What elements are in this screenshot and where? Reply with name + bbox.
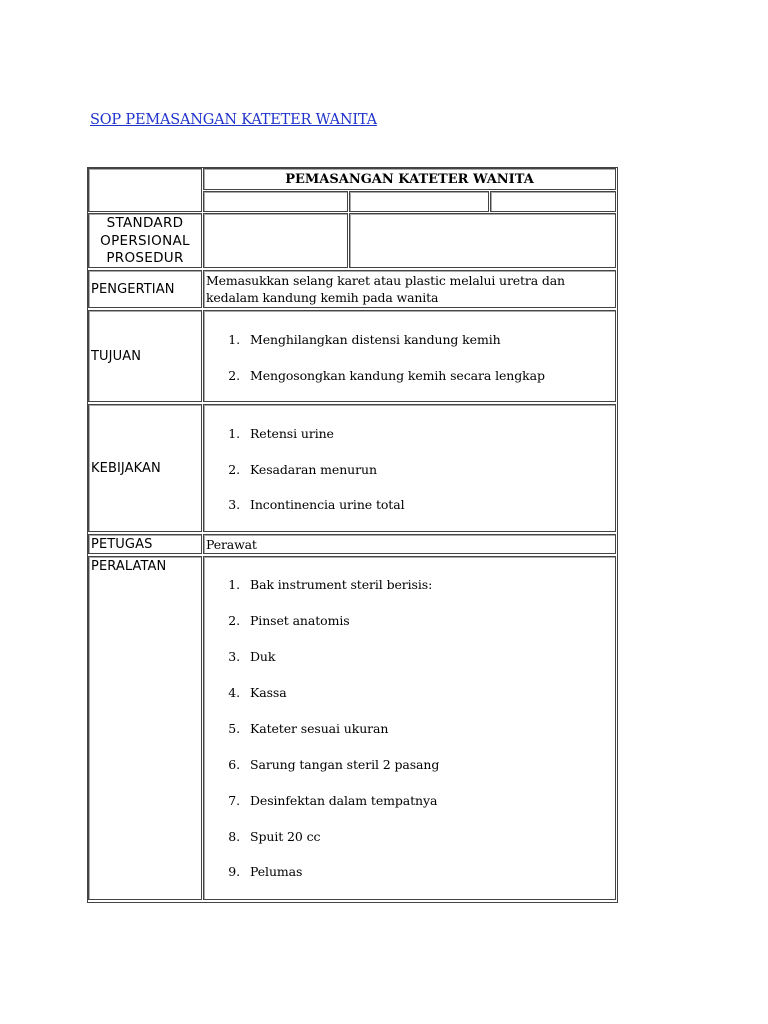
- kebijakan-cell: 1. Retensi urine 2. Kesadaran menurun 3. Incontinencia urine total: [203, 404, 616, 532]
- sop-label-line-1: STANDARD: [106, 215, 184, 232]
- petugas-label: PETUGAS: [88, 534, 202, 554]
- pengertian-label: PENGERTIAN: [88, 270, 202, 308]
- logo-cell: [88, 168, 202, 212]
- petugas-text: Perawat: [203, 534, 616, 554]
- issue-date-cell: [203, 213, 348, 268]
- page-cell: [490, 191, 616, 212]
- doc-number-cell: [203, 191, 348, 212]
- table-header: PEMASANGAN KATETER WANITA: [203, 168, 616, 190]
- kebijakan-label: KEBIJAKAN: [88, 404, 202, 532]
- peralatan-cell: 1. Bak instrument steril berisis: 2. Pinset anatomis 3. Duk 4. Kassa 5. Kateter sesuai ukuran 6. Sarung tangan steril 2 pasang 7. Desinfektan dalam tempatnya 8. Spuit 20 cc 9. Pelumas: [203, 556, 616, 900]
- tujuan-label: TUJUAN: [88, 310, 202, 402]
- document-title-link[interactable]: SOP PEMASANGAN KATETER WANITA: [90, 112, 377, 128]
- revision-cell: [349, 191, 489, 212]
- pengertian-text: Memasukkan selang karet atau plastic melalui uretra dan kedalam kandung kemih pada wanita: [203, 270, 616, 308]
- tujuan-cell: 1. Menghilangkan distensi kandung kemih 2. Mengosongkan kandung kemih secara lengkap: [203, 310, 616, 402]
- peralatan-label: PERALATAN: [88, 556, 202, 900]
- sop-label-cell: [88, 213, 202, 268]
- sop-label-line-2: OPERSIONAL: [100, 232, 190, 249]
- approval-cell: [349, 213, 616, 268]
- sop-label-line-3: PROSEDUR: [106, 250, 184, 267]
